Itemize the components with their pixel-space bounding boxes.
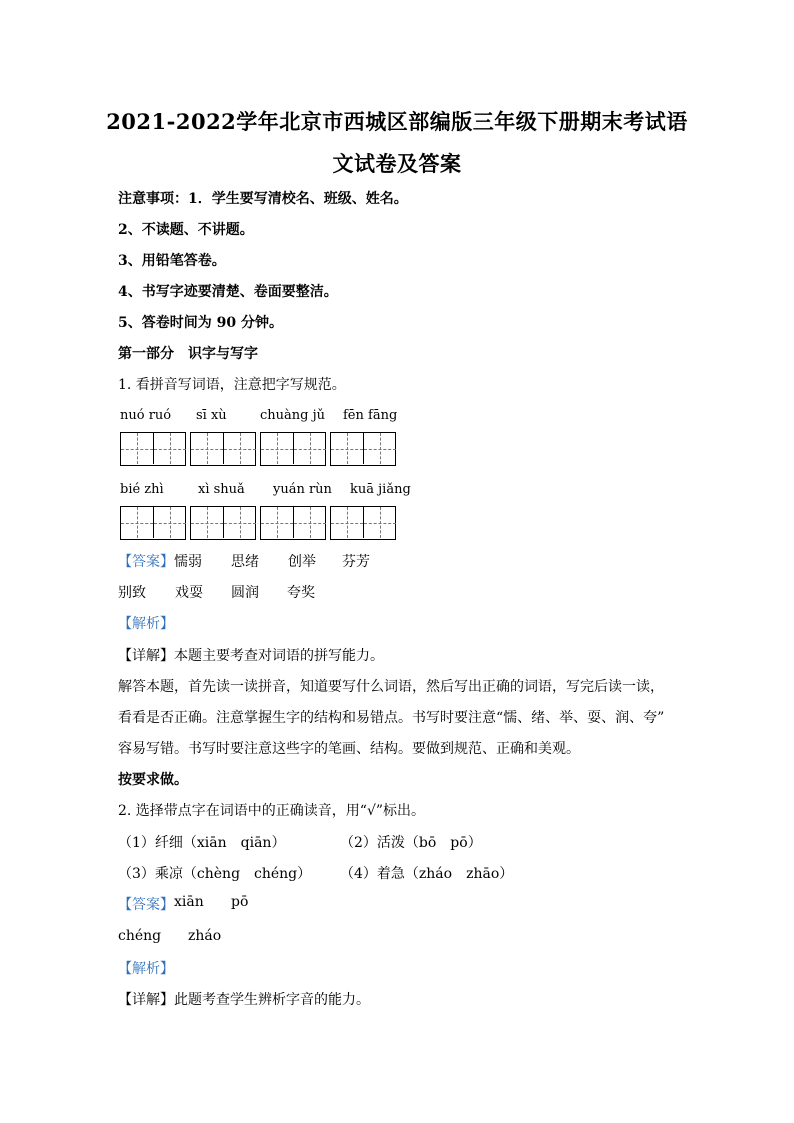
answer-word: 芬芳 (342, 554, 370, 570)
answer-word: chéng (118, 928, 162, 944)
writing-box[interactable] (120, 506, 186, 540)
notice-line-4: 4、书写字迹要清楚、卷面要整洁。 (118, 284, 338, 300)
question-2-item: （1）纤细（xiān qiān） (118, 835, 286, 851)
answer-tag: 【答案】 (118, 897, 174, 913)
answer-word: 戏耍 (175, 585, 203, 601)
notice-line-5: 5、答卷时间为 90 分钟。 (118, 315, 283, 331)
answer-word: 创举 (288, 554, 316, 570)
analysis-tag: 【解析】 (118, 961, 174, 977)
writing-box[interactable] (330, 432, 396, 466)
explanation-line-1: 解答本题，首先读一读拼音，知道要写什么词语，然后写出正确的词语，写完后读一读， (118, 679, 664, 695)
writing-box[interactable] (120, 432, 186, 466)
question-2-items-row-1 (118, 832, 598, 852)
answer-word: pō (231, 894, 249, 910)
notice-line-2: 2、不读题、不讲题。 (118, 222, 254, 238)
detail-text: 此题考查学生辨析字音的能力。 (174, 992, 370, 1008)
notice-line-3: 3、用铅笔答卷。 (118, 253, 226, 269)
question-1-prompt: 1. 看拼音写词语，注意把字写规范。 (118, 377, 346, 393)
question-2-answer-row-1 (118, 894, 418, 914)
answer-word: 懦弱 (174, 554, 202, 570)
pinyin-item: kuā jiǎng (350, 482, 411, 497)
detail-tag: 【详解】 (118, 648, 174, 664)
question-2-item: （4）着急（zháo zhāo） (340, 866, 514, 882)
pinyin-item: bié zhì (120, 482, 164, 497)
section-heading-2: 按要求做。 (118, 772, 188, 788)
writing-box[interactable] (190, 432, 256, 466)
question-2-items-row-2 (118, 863, 598, 883)
question-2-prompt: 2. 选择带点字在词语中的正确读音，用“√”标出。 (118, 803, 426, 819)
detail-text: 本题主要考查对词语的拼写能力。 (174, 648, 384, 664)
question-2-answer-row-2 (118, 928, 418, 948)
answer-word: 圆润 (231, 585, 259, 601)
answer-tag: 【答案】 (118, 554, 174, 570)
explanation-line-3: 容易写错。书写时要注意这些字的笔画、结构。要做到规范、正确和美观。 (118, 741, 580, 757)
pinyin-item: xì shuǎ (198, 482, 245, 497)
pinyin-item: nuó ruó (120, 408, 172, 423)
pinyin-item: yuán rùn (273, 482, 332, 497)
writing-box[interactable] (260, 506, 326, 540)
question-2-item: （2）活泼（bō pō） (340, 835, 482, 851)
analysis-tag: 【解析】 (118, 616, 174, 632)
section-heading-1: 第一部分 识字与写字 (118, 346, 258, 362)
notice-line-1: 注意事项：1．学生要写清校名、班级、姓名。 (118, 191, 408, 207)
answer-word: 夸奖 (287, 585, 315, 601)
answer-word: xiān (174, 894, 204, 910)
writing-box[interactable] (330, 506, 396, 540)
pinyin-item: fēn fāng (343, 408, 398, 423)
page-title-line-1: 2021-2022学年北京市西城区部编版三年级下册期末考试语 (106, 109, 688, 134)
writing-box[interactable] (190, 506, 256, 540)
page-title-line-2: 文试卷及答案 (332, 151, 462, 176)
detail-line (118, 989, 370, 1009)
question-1-answer-row-1 (118, 551, 518, 571)
question-2-item: （3）乘凉（chèng chéng） (118, 866, 312, 882)
pinyin-item: sī xù (196, 408, 227, 423)
answer-word: zháo (188, 928, 222, 944)
detail-tag: 【详解】 (118, 992, 174, 1008)
pinyin-item: chuàng jǔ (260, 408, 326, 423)
answer-word: 别致 (118, 585, 146, 601)
detail-line (118, 645, 384, 665)
question-1-answer-row-2 (118, 582, 518, 602)
answer-word: 思绪 (231, 554, 259, 570)
explanation-line-2: 看看是否正确。注意掌握生字的结构和易错点。书写时要注意“懦、绪、举、耍、润、夸” (118, 710, 665, 726)
writing-box[interactable] (260, 432, 326, 466)
